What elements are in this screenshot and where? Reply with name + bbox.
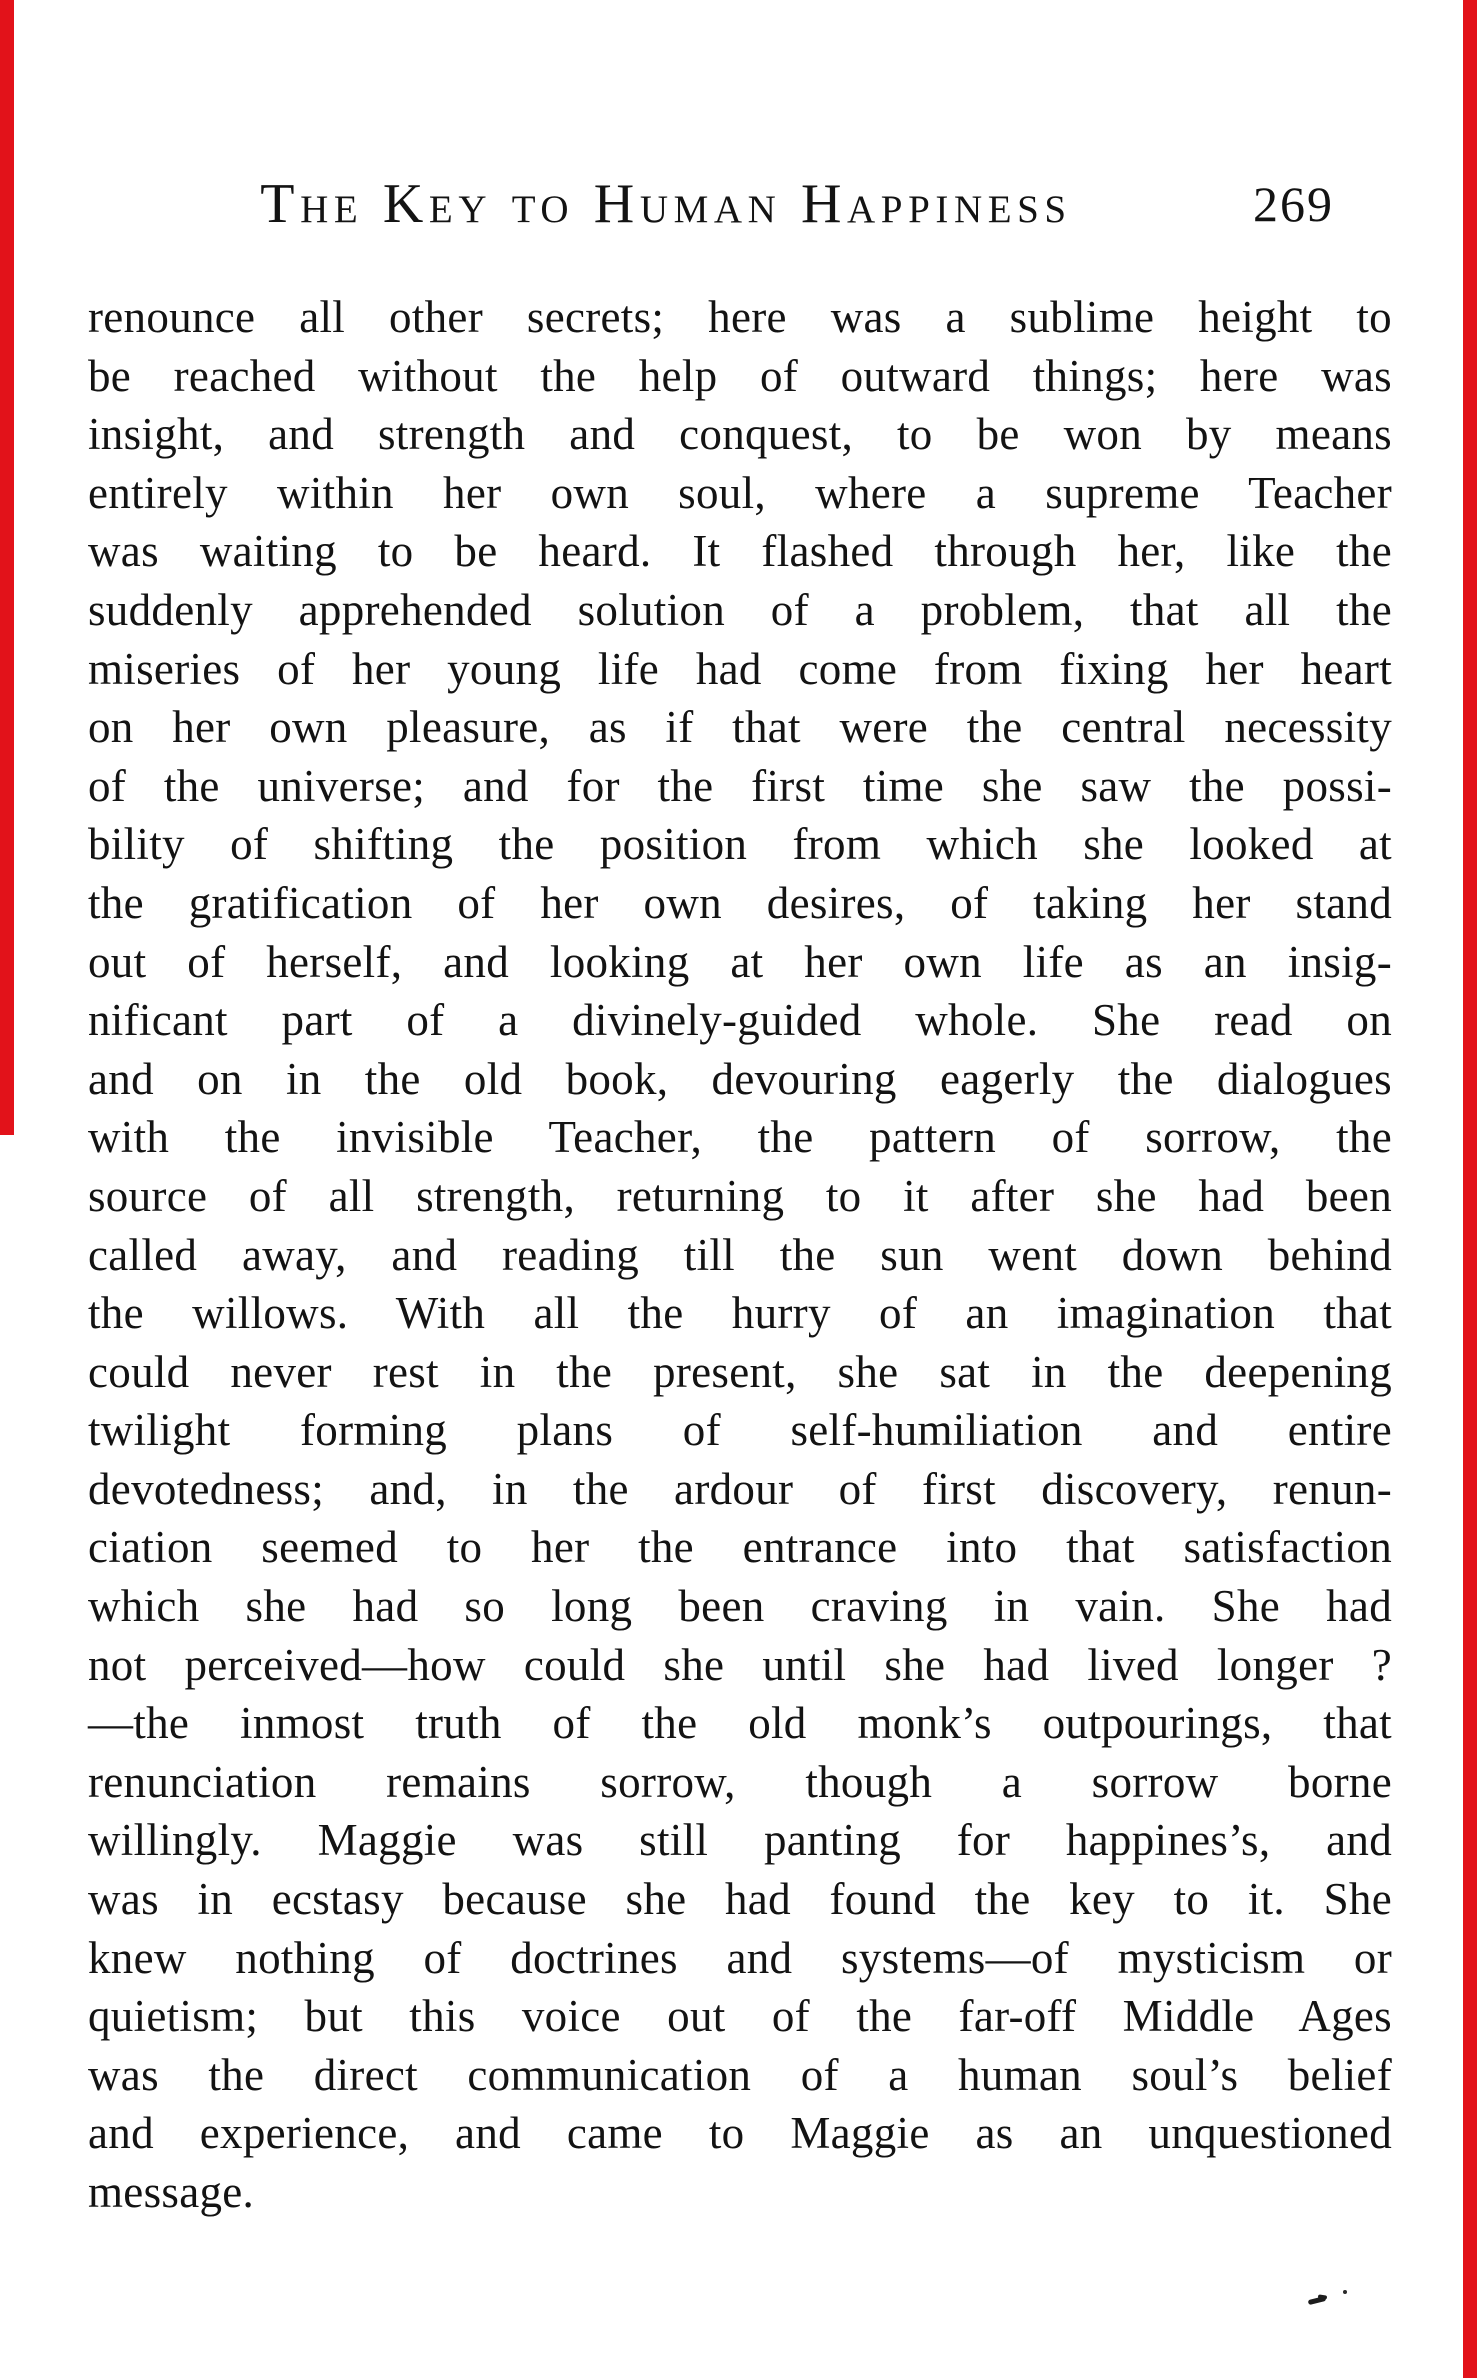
body-line: entirely within her own soul, where a supreme Teacher [88,467,1392,518]
body-line: miseries of her young life had come from fixing her heart [88,643,1392,694]
body-line: which she had so long been craving in vain. She had [88,1581,1392,1632]
body-line: message. [88,2167,255,2217]
running-title: The Key to Human Happiness [260,173,1072,235]
body-line: was the direct communication of a human soul’s belief [88,2049,1392,2100]
body-line: quietism; but this voice out of the far-off Middle Ages [88,1991,1392,2042]
body-text [88,288,1392,2222]
body-line: ciation seemed to her the entrance into that satisfaction [88,1522,1392,1573]
body-line: out of herself, and looking at her own life as an insig- [88,936,1392,987]
body-line: on her own pleasure, as if that were the central necessity [88,702,1392,753]
body-line: source of all strength, returning to it after she had been [88,1170,1392,1221]
page-number: 269 [1253,176,1334,232]
body-line: suddenly apprehended solution of a problem, that all the [88,584,1392,635]
body-line: knew nothing of doctrines and systems—of mysticism or [88,1932,1392,1983]
body-line: was waiting to be heard. It flashed through her, like the [88,526,1392,577]
body-line: with the invisible Teacher, the pattern of sorrow, the [88,1112,1392,1163]
body-line: and on in the old book, devouring eagerly the dialogues [88,1053,1392,1104]
body-line: the gratification of her own desires, of taking her stand [88,877,1392,928]
right-edge-strip [1463,0,1477,2378]
body-line: and experience, and came to Maggie as an unquestioned [88,2108,1392,2159]
body-line: could never rest in the present, she sat in the deepening [88,1346,1392,1397]
body-line: twilight forming plans of self-humiliation and entire [88,1405,1392,1456]
body-line: willingly. Maggie was still panting for happines’s, and [88,1815,1392,1866]
page-header [88,172,1392,242]
body-line: renounce all other secrets; here was a sublime height to [88,292,1392,342]
body-line: be reached without the help of outward things; here was [88,350,1392,401]
left-edge-strip [0,0,14,1135]
body-line: insight, and strength and conquest, to be won by means [88,409,1392,460]
body-line: was in ecstasy because she had found the key to it. She [88,1874,1392,1925]
body-line: not perceived—how could she until she had lived longer ? [88,1639,1392,1690]
body-line: renunciation remains sorrow, though a sorrow borne [88,1756,1392,1807]
body-line: called away, and reading till the sun went down behind [88,1229,1392,1280]
body-line: nificant part of a divinely-guided whole. She read on [88,995,1392,1046]
body-line: bility of shifting the position from which she looked at [88,819,1392,870]
body-line: devotedness; and, in the ardour of first discovery, renun- [88,1463,1392,1514]
body-line: —the inmost truth of the old monk’s outpourings, that [88,1698,1392,1749]
ink-smudge-mark [1306,2290,1356,2308]
body-line: the willows. With all the hurry of an imagination that [88,1288,1392,1339]
body-line: of the universe; and for the first time she saw the possi- [88,760,1392,811]
ink-dot [1343,2290,1347,2294]
